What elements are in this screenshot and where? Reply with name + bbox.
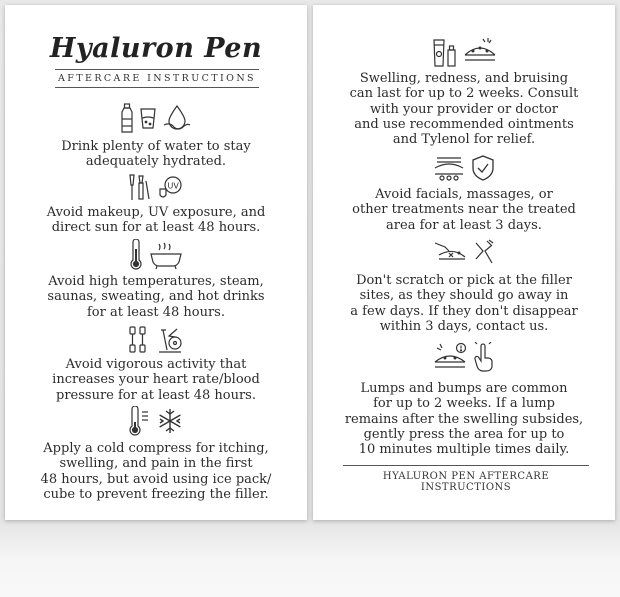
water-drop-icon [162, 103, 192, 133]
treatment-icons [313, 154, 615, 182]
tip-cold-compress: Apply a cold compress for itching, swelling, and pain in the first 48 hours, but avoid using ice pack/ cube to prevent freezing the filler. [40, 441, 272, 502]
lumps-icons [313, 342, 615, 372]
thermometer-icon [129, 239, 143, 271]
aftercare-card-left [5, 5, 307, 520]
card-title: Hyaluron Pen [49, 33, 263, 64]
tip-no-scratch: Don't scratch or pick at the filler sites, as they should go away in a few days. If they don't disappear within 3 days, contact us. [350, 273, 578, 334]
bathtub-icon [149, 240, 183, 270]
cold-thermometer-icon [128, 406, 150, 436]
swollen-skin-icon [463, 37, 497, 67]
card-footer: HYALURON PEN AFTERCARE INSTRUCTIONS [382, 471, 550, 493]
water-bottle-icon [120, 103, 134, 133]
no-scratch-icons [313, 239, 615, 267]
glass-icon [140, 107, 156, 129]
activity-icons [5, 325, 307, 355]
tip-activity: Avoid vigorous activity that increases your heart rate/blood pressure for at least 48 hours. [52, 357, 260, 403]
dumbbell-icon [127, 325, 149, 355]
cold-compress-icons [5, 406, 307, 436]
subtitle-block [55, 69, 259, 88]
press-finger-icon [473, 342, 495, 372]
tip-heat: Avoid high temperatures, steam, saunas, sweating, and hot drinks for at least 48 hours. [47, 274, 265, 320]
heat-icons [5, 239, 307, 271]
tip-lumps: Lumps and bumps are common for up to 2 weeks. If a lump remains after the swelling subsides, gently press the area for up to 10 minutes multiple times daily. [344, 381, 584, 458]
pick-icon [473, 239, 495, 267]
card-subtitle: AFTERCARE INSTRUCTIONS [58, 73, 256, 84]
uv-shield-icon [157, 173, 185, 201]
snowflake-icon [156, 407, 184, 435]
makeup-brush-icon [127, 173, 151, 201]
hydration-icons [5, 103, 307, 133]
svg-text:UV: UV [167, 181, 179, 191]
tip-hydration: Drink plenty of water to stay adequately hydrated. [61, 139, 251, 170]
swelling-icons [313, 36, 615, 68]
tip-swelling: Swelling, redness, and bruising can last for up to 2 weeks. Consult with your provider or doctor and use recommended ointments and Tylenol for relief. [349, 71, 579, 148]
exercise-bike-icon [155, 326, 185, 354]
scratch-icon [433, 239, 467, 267]
footer-block [343, 465, 589, 493]
massage-icon [433, 154, 465, 182]
makeup-uv-icons [5, 173, 307, 201]
lump-icon [433, 342, 467, 372]
ointment-icon [431, 36, 457, 68]
shield-check-icon [471, 154, 495, 182]
divider-bottom [55, 87, 259, 88]
tip-makeup-uv: Avoid makeup, UV exposure, and direct sun for at least 48 hours. [46, 205, 266, 236]
tip-treatments: Avoid facials, massages, or other treatments near the treated area for at least 3 days. [352, 187, 576, 233]
aftercare-card-right [313, 5, 615, 520]
